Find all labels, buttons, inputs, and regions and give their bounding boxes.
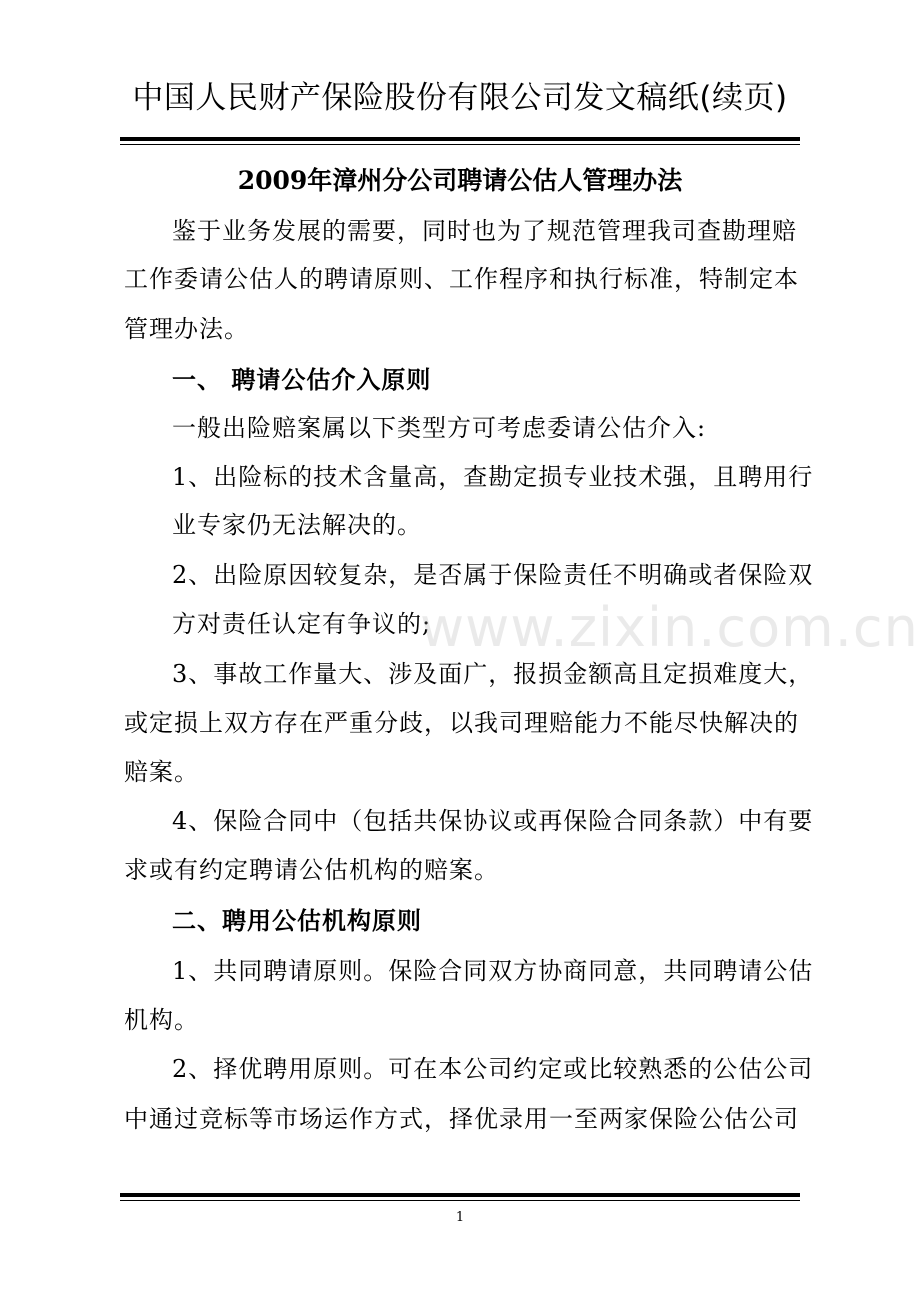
paragraph-line: 赔案。	[124, 758, 199, 786]
page-number: 1	[455, 1210, 465, 1225]
paragraph-line: 机构。	[124, 1006, 199, 1034]
paragraph-line: 1、出险标的技术含量高，查勘定损专业技术强，且聘用行	[172, 463, 814, 491]
paragraph-line: 2、择优聘用原则。可在本公司约定或比较熟悉的公估公司	[172, 1055, 814, 1083]
section-heading: 一、 聘请公估介入原则	[172, 366, 432, 394]
document-title: 2009年漳州分公司聘请公估人管理办法	[237, 166, 683, 195]
paragraph-line: 求或有约定聘请公估机构的赔案。	[124, 856, 499, 884]
paragraph-line: 鉴于业务发展的需要，同时也为了规范管理我司查勘理赔	[172, 217, 797, 245]
section-heading: 二、聘用公估机构原则	[172, 907, 422, 935]
paragraph-line: 3、事故工作量大、涉及面广，报损金额高且定损难度大，	[172, 660, 814, 688]
paragraph-line: 一般出险赔案属以下类型方可考虑委请公估介入:	[172, 414, 707, 442]
paragraph-line: 1、共同聘请原则。保险合同双方协商同意，共同聘请公估	[172, 957, 814, 985]
footer-rule-thick	[120, 1193, 800, 1197]
paragraph-line: 工作委请公估人的聘请原则、工作程序和执行标准，特制定本	[124, 265, 799, 293]
paragraph-line: 4、保险合同中（包括共保协议或再保险合同条款）中有要	[172, 807, 814, 835]
paragraph-line: 管理办法。	[124, 315, 249, 343]
paragraph-line: 2、出险原因较复杂，是否属于保险责任不明确或者保险双	[172, 561, 814, 589]
paragraph-line: 中通过竞标等市场运作方式，择优录用一至两家保险公估公司	[124, 1105, 799, 1133]
paragraph-line: 或定损上双方存在严重分歧，以我司理赔能力不能尽快解决的	[124, 709, 799, 737]
watermark: www.zixin.com.cn	[420, 596, 919, 659]
header-rule-thick	[120, 137, 800, 141]
page-header-title: 中国人民财产保险股份有限公司发文稿纸(续页)	[132, 80, 788, 116]
footer-rule-thin	[120, 1200, 800, 1201]
paragraph-line: 方对责任认定有争议的;	[172, 610, 432, 638]
header-rule-thin	[120, 144, 800, 145]
paragraph-line: 业专家仍无法解决的。	[172, 511, 422, 539]
